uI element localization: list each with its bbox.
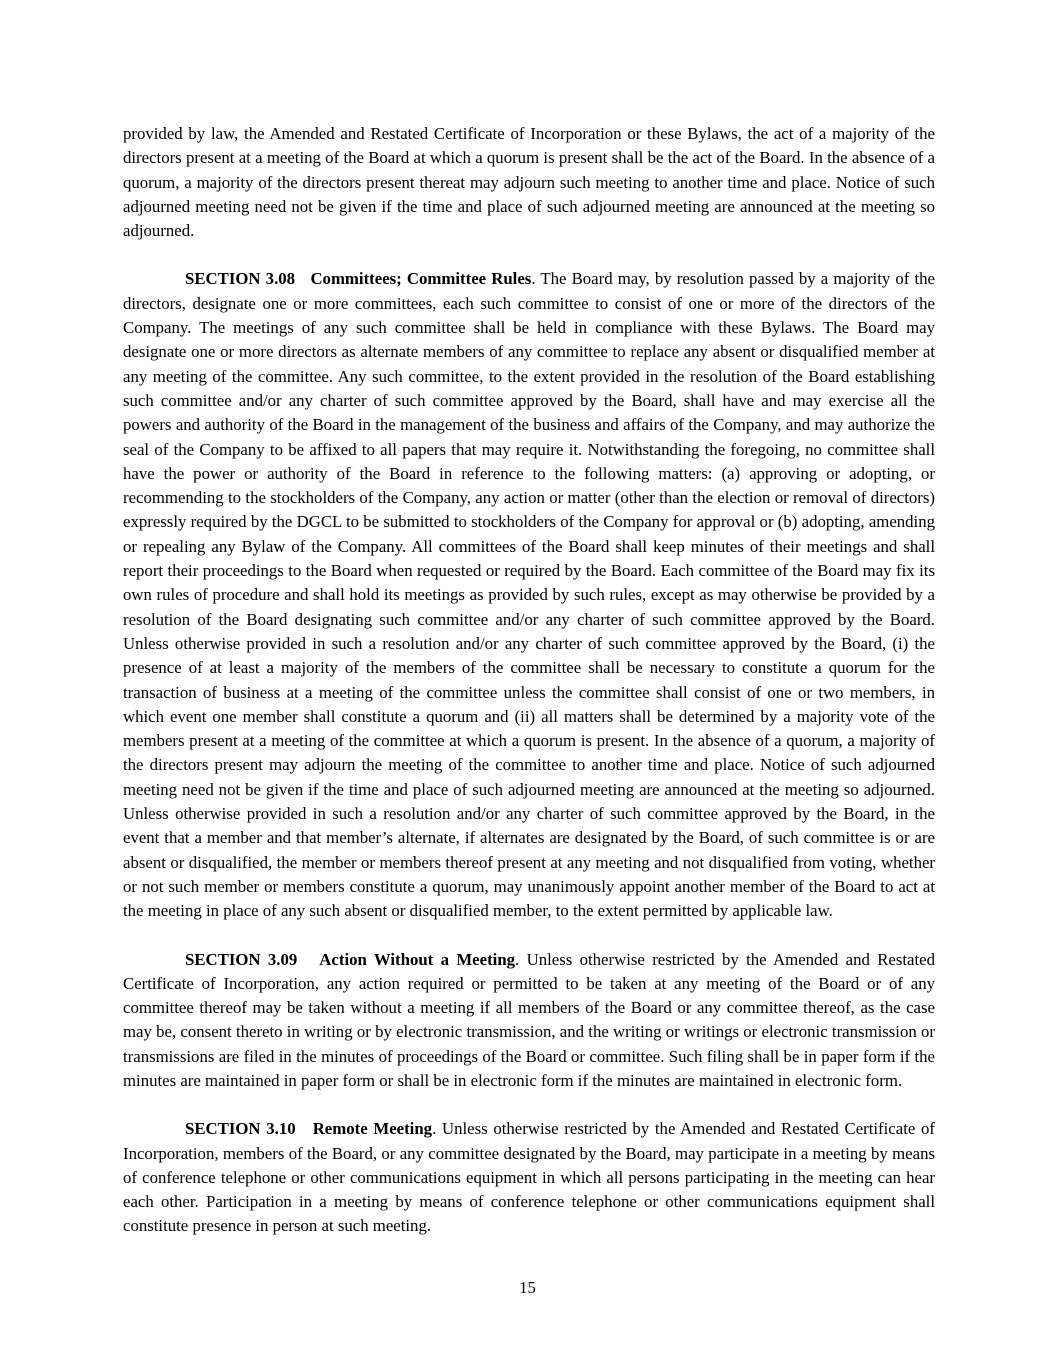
section-3-09-body: . Unless otherwise restricted by the Amended and Restated Certificate of Incorporation, any action required or permitted to be taken at any meeting of the Board or of any committee thereof may be taken without a meeting if all members of the Board or any committee thereof, as the case may be, consent thereto in writing or by electronic transmission, and the writing or writings or electronic transmission or transmissions are filed in the minutes of proceedings of the Board or committee. Such filing shall be in paper form if the minutes are maintained in paper form or shall be in electronic form if the minutes are maintained in electronic form. <box>123 949 935 1090</box>
document-content <box>123 122 935 1263</box>
page-number: 15 <box>519 1278 536 1297</box>
section-3-09-heading: SECTION 3.09 Action Without a Meeting <box>185 949 516 969</box>
section-3-10-paragraph <box>123 1117 935 1238</box>
section-3-08-paragraph <box>123 267 935 923</box>
section-3-08-heading: SECTION 3.08 Committees; Committee Rules <box>185 269 532 289</box>
section-3-08-body: . The Board may, by resolution passed by a majority of the directors, designate one or more committees, each such committee to consist of one or more of the directors of the Company. The meetings of any such committee shall be held in compliance with these Bylaws. The Board may designate one or more directors as alternate members of any committee to replace any absent or disqualified member at any meeting of the committee. Any such committee, to the extent provided in the resolution of the Board establishing such committee and/or any charter of such committee approved by the Board, shall have and may exercise all the powers and authority of the Board in the management of the business and affairs of the Company, and may authorize the seal of the Company to be affixed to all papers that may require it. Notwithstanding the foregoing, no committee shall have the power or authority of the Board in reference to the following matters: (a) approving or adopting, or recommending to the stockholders of the Company, any action or matter (other than the election or removal of directors) expressly required by the DGCL to be submitted to stockholders of the Company for approval or (b) adopting, amending or repealing any Bylaw of the Company. All committees of the Board shall keep minutes of their meetings and shall report their proceedings to the Board when requested or required by the Board. Each committee of the Board may fix its own rules of procedure and shall hold its meetings as provided by such rules, except as may otherwise be provided by a resolution of the Board designating such committee and/or any charter of such committee approved by the Board. Unless otherwise provided in such a resolution and/or any charter of such committee approved by the Board, (i) the presence of at least a majority of the members of the committee shall be necessary to constitute a quorum for the transaction of business at a meeting of the committee unless the committee shall consist of one or two members, in which event one member shall constitute a quorum and (ii) all matters shall be determined by a majority vote of the members present at a meeting of the committee at which a quorum is present. In the absence of a quorum, a majority of the directors present may adjourn the meeting of the committee to another time and place. Notice of such adjourned meeting need not be given if the time and place of such adjourned meeting are announced at the meeting so adjourned. Unless otherwise provided in such a resolution and/or any charter of such committee approved by the Board, in the event that a member and that member’s alternate, if alternates are designated by the Board, of such committee is or are absent or disqualified, the member or members thereof present at any meeting and not disqualified from voting, whether or not such member or members constitute a quorum, may unanimously appoint another member of the Board to act at the meeting in place of any such absent or disqualified member, to the extent permitted by applicable law. <box>123 269 935 921</box>
section-3-10-body: . Unless otherwise restricted by the Amended and Restated Certificate of Incorporation, members of the Board, or any committee designated by the Board, may participate in a meeting by means of conference telephone or other communications equipment in which all persons participating in the meeting can hear each other. Participation in a meeting by means of conference telephone or other communications equipment shall constitute presence in person at such meeting. <box>123 1119 935 1236</box>
section-3-09-paragraph <box>123 948 935 1094</box>
section-3-10-heading: SECTION 3.10 Remote Meeting <box>185 1119 433 1139</box>
continuation-paragraph: provided by law, the Amended and Restated Certificate of Incorporation or these Bylaws, the act of a majority of the directors present at a meeting of the Board at which a quorum is present shall be the act of the Board. In the absence of a quorum, a majority of the directors present thereat may adjourn such meeting to another time and place. Notice of such adjourned meeting need not be given if the time and place of such adjourned meeting are announced at the meeting so adjourned. <box>123 124 935 241</box>
